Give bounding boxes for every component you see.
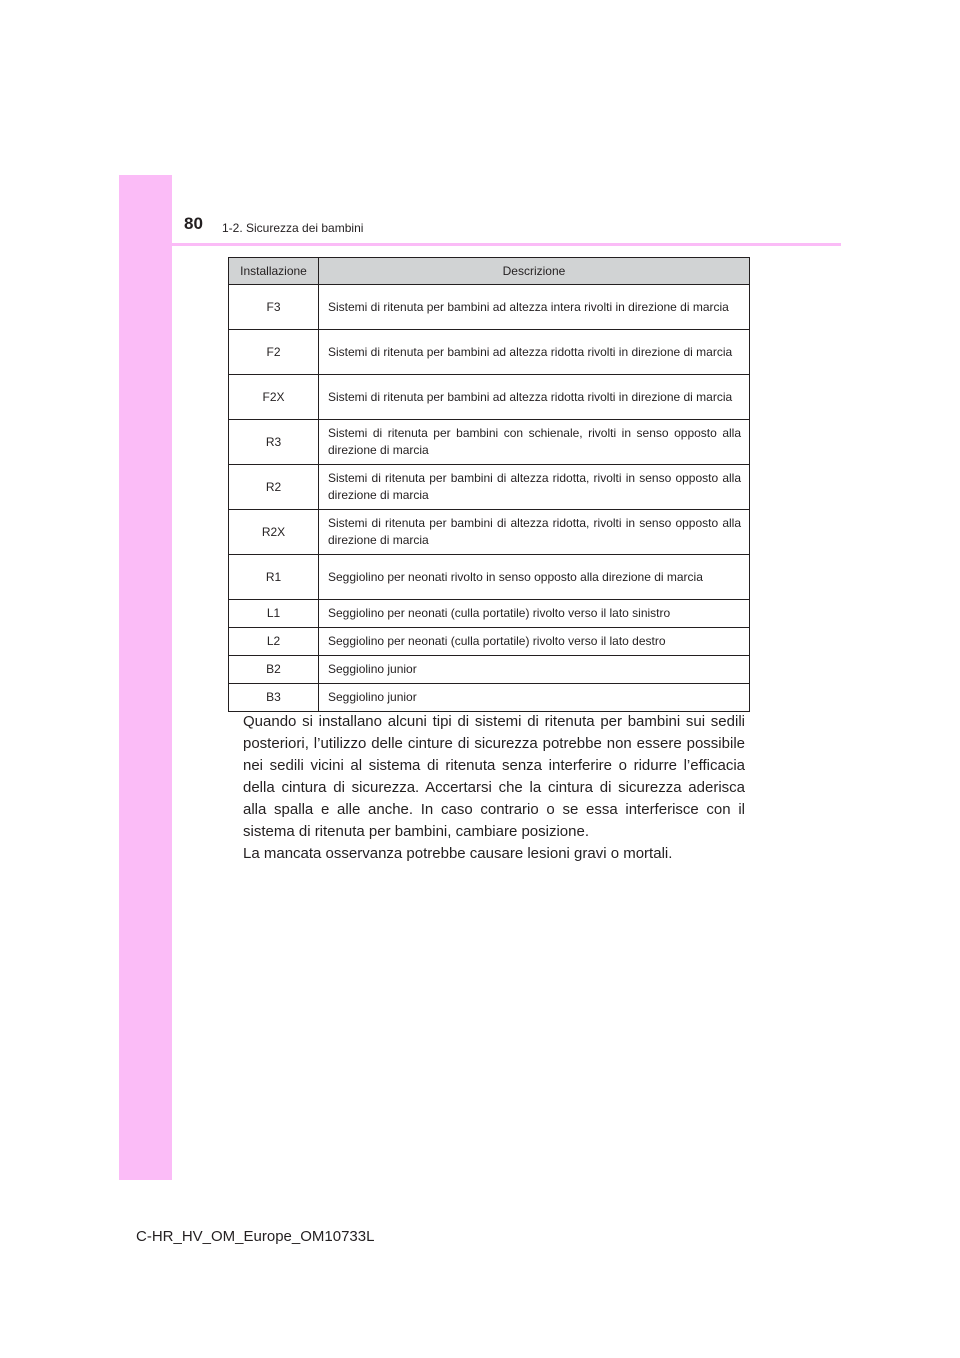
installation-code: L1 — [229, 600, 319, 628]
installation-description: Seggiolino per neonati (culla portatile) rivolto verso il lato destro — [319, 628, 750, 656]
page-number: 80 — [184, 214, 203, 233]
column-header-installazione: Installazione — [229, 258, 319, 285]
table-row — [229, 285, 750, 330]
installation-description: Sistemi di ritenuta per bambini ad altezza ridotta rivolti in direzione di marcia — [319, 375, 750, 420]
table-row — [229, 684, 750, 712]
warning-consequence: La mancata osservanza potrebbe causare lesioni gravi o mortali. — [243, 845, 673, 862]
installation-description: Sistemi di ritenuta per bambini ad altezza intera rivolti in direzione di marcia — [319, 285, 750, 330]
installation-description: Seggiolino junior — [319, 656, 750, 684]
table-row — [229, 420, 750, 465]
table-row — [229, 465, 750, 510]
installation-description: Sistemi di ritenuta per bambini con schienale, rivolti in senso opposto alla direzione di marcia — [319, 420, 750, 465]
installation-code: R2 — [229, 465, 319, 510]
column-header-descrizione: Descrizione — [319, 258, 750, 285]
table-row — [229, 600, 750, 628]
installation-code: F3 — [229, 285, 319, 330]
installation-description: Sistemi di ritenuta per bambini ad altezza ridotta rivolti in direzione di marcia — [319, 330, 750, 375]
installation-code: B2 — [229, 656, 319, 684]
installation-description: Sistemi di ritenuta per bambini di altezza ridotta, rivolti in senso opposto alla direzione di marcia — [319, 510, 750, 555]
table-row — [229, 656, 750, 684]
warning-text-block — [243, 711, 745, 865]
installation-code: L2 — [229, 628, 319, 656]
header-divider — [119, 243, 841, 246]
installation-code: R2X — [229, 510, 319, 555]
installation-code: F2 — [229, 330, 319, 375]
table-row — [229, 375, 750, 420]
table-row — [229, 510, 750, 555]
table-row — [229, 628, 750, 656]
table-row — [229, 330, 750, 375]
installation-description: Sistemi di ritenuta per bambini di altezza ridotta, rivolti in senso opposto alla direzione di marcia — [319, 465, 750, 510]
table-row — [229, 555, 750, 600]
installation-code: F2X — [229, 375, 319, 420]
installation-code: R3 — [229, 420, 319, 465]
installation-description: Seggiolino junior — [319, 684, 750, 712]
side-color-band — [119, 175, 172, 1180]
installation-table — [228, 257, 750, 712]
document-code: C-HR_HV_OM_Europe_OM10733L — [136, 1228, 375, 1245]
table-header-row — [229, 258, 750, 285]
warning-paragraph: Quando si installano alcuni tipi di sistemi di ritenuta per bambini sui sedili posteriori, l’utilizzo delle cinture di sicurezza potrebbe non essere possibile nei sedili vicini al sistema di ritenuta senza interferire o ridurre l’efficacia della cintura di sicurezza. Accertarsi che la cintura di sicurezza aderisca alla spalla e alle anche. In caso contrario o se essa interferisce con il sistema di ritenuta per bambini, cambiare posizione. — [243, 713, 745, 840]
installation-code: R1 — [229, 555, 319, 600]
installation-code: B3 — [229, 684, 319, 712]
section-title: 1-2. Sicurezza dei bambini — [222, 221, 364, 235]
installation-description: Seggiolino per neonati (culla portatile) rivolto verso il lato sinistro — [319, 600, 750, 628]
installation-description: Seggiolino per neonati rivolto in senso opposto alla direzione di marcia — [319, 555, 750, 600]
